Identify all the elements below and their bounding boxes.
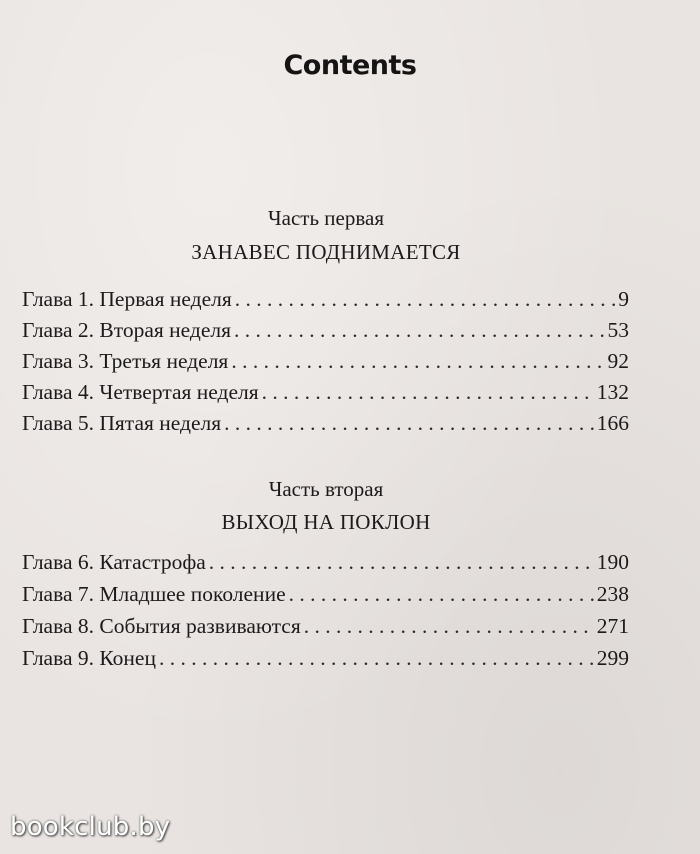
toc-row-chapter-5 [22,409,629,437]
chapter-7-page: 238 [596,582,629,606]
chapter-6-title: Глава 6. Катастрофа [22,550,206,574]
chapter-2-page: 53 [607,318,629,342]
dot-leader [159,644,594,672]
dot-leader [209,548,594,576]
dot-leader [289,580,594,608]
toc-row-chapter-4 [22,378,629,406]
chapter-7-title: Глава 7. Младшее поколение [22,582,286,606]
dot-leader [304,612,594,640]
chapter-9-page: 299 [596,646,629,670]
chapter-9-title: Глава 9. Конец [22,646,156,670]
part-1-label: Часть первая [268,206,384,230]
chapter-6-page: 190 [596,550,629,574]
toc-row-chapter-7 [22,580,629,608]
chapter-1-title: Глава 1. Первая неделя [22,287,232,311]
watermark: bookclub.by [10,812,171,842]
part-1-title: ЗАНАВЕС ПОДНИМАЕТСЯ [191,240,461,264]
chapter-2-title: Глава 2. Вторая неделя [22,318,231,342]
chapter-8-page: 271 [596,614,629,638]
chapter-1-page: 9 [618,287,629,311]
chapter-8-title: Глава 8. События развиваются [22,614,301,638]
dot-leader [231,347,604,375]
dot-leader [235,285,616,313]
chapter-4-title: Глава 4. Четвертая неделя [22,380,259,404]
chapter-4-page: 132 [596,380,629,404]
dot-leader [262,378,594,406]
toc-row-chapter-3 [22,347,629,375]
dot-leader [224,409,594,437]
dot-leader [234,316,605,344]
toc-row-chapter-1 [22,285,629,313]
chapter-5-title: Глава 5. Пятая неделя [22,411,222,435]
toc-row-chapter-6 [22,548,629,576]
toc-row-chapter-9 [22,644,629,672]
chapter-3-title: Глава 3. Третья неделя [22,349,229,373]
toc-row-chapter-8 [22,612,629,640]
toc-row-chapter-2 [22,316,629,344]
part-2-title: ВЫХОД НА ПОКЛОН [221,510,431,534]
chapter-5-page: 166 [596,411,629,435]
contents-title: Contents [283,50,417,81]
chapter-3-page: 92 [607,349,629,373]
part-2-label: Часть вторая [268,477,384,501]
